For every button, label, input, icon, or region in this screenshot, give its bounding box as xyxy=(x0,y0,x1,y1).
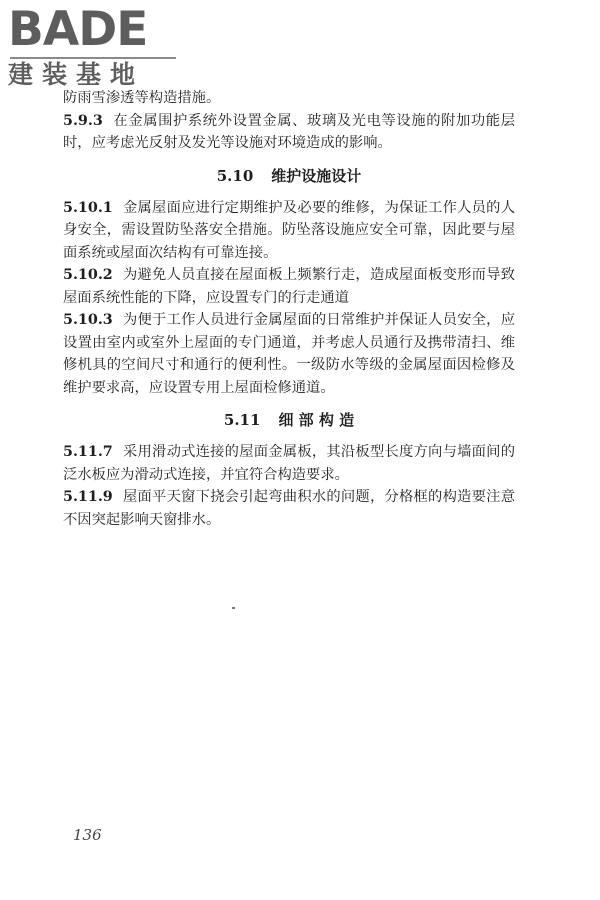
clause-5-11-7 xyxy=(63,441,515,486)
clause-5-9-3 xyxy=(63,110,515,155)
logo-divider xyxy=(10,57,176,59)
section-number: 5.10 xyxy=(216,166,254,185)
clause-number: 5.10.3 xyxy=(63,312,113,328)
clause-number: 5.10.2 xyxy=(63,267,113,283)
clause-number: 5.9.3 xyxy=(63,112,103,129)
section-number: 5.11 xyxy=(223,411,261,429)
page-number: 136 xyxy=(73,826,102,844)
section-title: 维护设施设计 xyxy=(271,166,362,185)
section-title: 细 部 构 造 xyxy=(278,411,355,429)
logo-chinese-name: 建装基地 xyxy=(8,60,145,89)
logo-wordmark: BADE xyxy=(8,2,148,57)
clause-5-10-1 xyxy=(63,197,515,265)
page-body xyxy=(63,87,515,531)
clause-5-10-3 xyxy=(63,309,515,399)
section-heading-5-11 xyxy=(63,403,515,437)
clause-number: 5.10.1 xyxy=(63,199,113,216)
clause-number: 5.11.9 xyxy=(63,489,113,505)
clause-5-10-2 xyxy=(63,264,515,309)
clause-number: 5.11.7 xyxy=(63,444,113,460)
clause-text: 采用滑动式连接的屋面金属板，其沿板型长度方向与墙面间的泛水板应为滑动式连接，并宜符合构造要求。 xyxy=(63,444,515,483)
section-heading-5-10 xyxy=(63,159,515,193)
clause-5-11-9 xyxy=(63,486,515,531)
continuation-text: 防雨雪渗透等构造措施。 xyxy=(63,90,221,106)
stray-mark xyxy=(232,607,235,609)
clause-text: 金属屋面应进行定期维护及必要的维修，为保证工作人员的人身安全，需设置防坠落安全措施。防坠落设施应安全可靠，因此要与屋面系统或屋面次结构有可靠连接。 xyxy=(63,199,515,261)
clause-text: 屋面平天窗下挠会引起弯曲积水的问题，分格框的构造要注意不因突起影响天窗排水。 xyxy=(63,489,515,528)
clause-text: 为便于工作人员进行金属屋面的日常维护并保证人员安全，应设置由室内或室外上屋面的专门通道，并考虑人员通行及携带清扫、维修机具的空间尺寸和通行的便利性。一级防水等级的金属屋面因检修及维护要求高，应设置专用上屋面检修通道。 xyxy=(63,312,515,396)
clause-text: 为避免人员直接在屋面板上频繁行走，造成屋面板变形而导致屋面系统性能的下降，应设置专门的行走通道 xyxy=(63,267,515,306)
clause-text: 在金属围护系统外设置金属、玻璃及光电等设施的附加功能层时，应考虑光反射及发光等设施对环境造成的影响。 xyxy=(63,112,515,151)
bade-logo xyxy=(8,4,178,90)
